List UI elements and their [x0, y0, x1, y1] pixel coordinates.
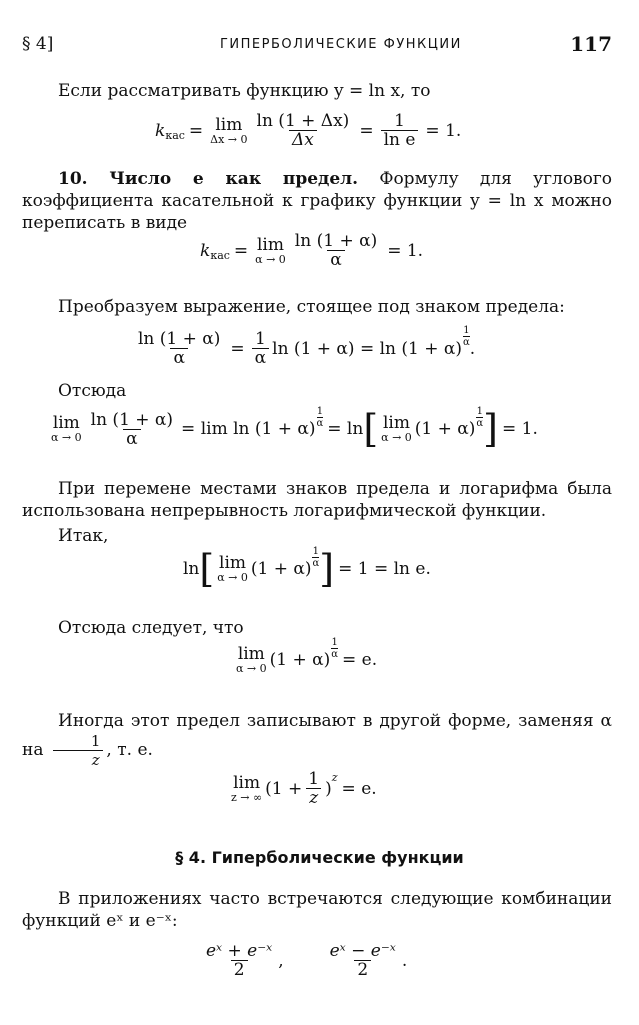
lim-subscript: α → 0 — [381, 431, 412, 444]
fraction: $\frac{1}{z}$ — [52, 732, 104, 769]
fraction-denominator: α — [170, 348, 187, 367]
fraction-numerator: 1 — [394, 111, 405, 131]
paragraph-text: , т. е. — [106, 740, 153, 760]
fraction-numerator: ln (1 + α) — [138, 329, 221, 349]
formula-rhs: = 1 = ln e. — [338, 559, 431, 579]
formula-inner: (1 + α) — [269, 650, 331, 670]
section-heading: § 4. Гиперболические функции — [175, 848, 464, 867]
section-mark: § 4] — [22, 34, 54, 54]
paragraph-intro: Если рассматривать функцию y = ln x, то — [58, 81, 431, 101]
fraction — [203, 942, 275, 979]
limit-operator — [51, 414, 82, 444]
lim-subscript: α → 0 — [217, 571, 248, 584]
formula-ln: ln — [183, 559, 200, 579]
fraction-denominator: α — [123, 429, 140, 448]
formula-symbol: k — [200, 240, 211, 261]
paragraph-hence: Отсюда — [58, 381, 127, 401]
fraction-denominator: α — [252, 348, 269, 367]
fraction — [254, 112, 353, 149]
page-header — [22, 32, 612, 58]
formula-e-limit — [233, 636, 378, 675]
formula-separator: , — [278, 950, 284, 971]
fraction — [88, 411, 176, 448]
formula-transform: $\frac{\ln (1 + \alpha)}{\alpha}$ = $\frac{1}{\alpha}$ ln (1 + α) = ln (1 + α) 1 α . — [132, 330, 475, 367]
lim-text: lim — [219, 553, 247, 573]
exponent-fraction: 1 α — [476, 405, 484, 429]
formula-ln-lim: ln [ lim α → 0 (1 + α) 1 α ] = 1 = ln e. — [183, 545, 431, 591]
fraction-denominator: Δx — [289, 130, 317, 149]
formula-limit-chain: lim α → 0 $\frac{\ln (1 + \alpha)}{\alpha}$ = lim ln (1 + α) $\frac{1}{\alpha}$ = ln [ lim α → 0 (1 + α) 1 α ] = 1. — [51, 405, 538, 451]
formula-subscript: кас — [165, 129, 185, 142]
formula-middle: ln (1 + α) = ln (1 + α) — [272, 338, 462, 359]
limit-operator — [210, 116, 247, 146]
fraction-numerator: ln (1 + α) — [90, 409, 174, 430]
formula-ln: = ln — [327, 419, 364, 439]
exponent-fraction: 1 α — [312, 545, 320, 569]
fraction-numerator: 1 — [308, 769, 320, 789]
lim-text: lim — [382, 413, 410, 433]
limit-operator — [217, 554, 248, 584]
fraction-denominator: ln e — [381, 130, 419, 149]
formula-rhs: = 1. — [425, 120, 462, 141]
paragraph-continuity: При перемене местами знаков предела и логарифма была использована непрерывность логарифмической функции. — [22, 479, 612, 521]
fraction-denominator: 2 — [231, 960, 248, 979]
paragraph-e-as-limit — [22, 168, 612, 234]
running-title: ГИПЕРБОЛИЧЕСКИЕ ФУНКЦИИ — [220, 37, 462, 52]
lim-subscript: α → 0 — [236, 662, 267, 675]
fraction-numerator: eˣ + e⁻ˣ — [206, 941, 273, 961]
limit-operator — [381, 414, 412, 444]
paragraph-transform: Преобразуем выражение, стоящее под знаком предела: — [58, 297, 565, 317]
formula-inner: ) — [325, 778, 332, 799]
formula-rhs: = 1. — [502, 419, 538, 439]
lim-subscript: Δx → 0 — [210, 132, 248, 146]
fraction — [381, 112, 419, 149]
fraction-numerator: eˣ − e⁻ˣ — [329, 941, 396, 961]
lim-text: lim — [256, 234, 284, 255]
formula-tail: . — [401, 950, 408, 971]
paragraph-applications: В приложениях часто встречаются следующие комбинации функций eˣ и e⁻ˣ: — [22, 889, 612, 931]
subsection-heading: 10. Число e как предел. — [58, 169, 359, 189]
formula-inner: (1 + α) — [414, 419, 476, 439]
formula-symbol: k — [155, 120, 166, 141]
paragraph-text: Иногда этот предел записывают в другой форме, заменяя α на — [22, 711, 612, 760]
fraction-numerator: ln (1 + α) — [294, 231, 378, 251]
formula-inner: (1 + α) — [250, 559, 312, 579]
lim-subscript: z → ∞ — [231, 790, 263, 804]
fraction-denominator: α — [327, 250, 344, 269]
limit-operator — [231, 774, 262, 804]
formula-tail: . — [469, 338, 476, 359]
formula-subscript: кас — [210, 249, 230, 262]
exponent: z — [331, 771, 338, 784]
paragraph-other-form — [22, 710, 612, 769]
formula-z-limit — [228, 770, 377, 807]
formula-k-kas-2: k кас = lim α → 0 $\frac{\ln (1 + \alpha)}{\alpha}$ = 1. — [200, 231, 424, 270]
formula-rhs: = e. — [341, 778, 377, 799]
lim-text: lim — [237, 644, 265, 664]
paragraph-so: Итак, — [58, 526, 109, 546]
fraction — [305, 770, 322, 807]
lim-text: lim — [52, 413, 80, 433]
exponent-fraction: 1 α — [463, 325, 470, 348]
fraction — [292, 232, 380, 269]
lim-subscript: α → 0 — [51, 431, 82, 444]
fraction-numerator: 1 — [254, 329, 266, 349]
formula-hyperbolic — [200, 942, 407, 979]
formula-inner: (1 + — [265, 778, 303, 799]
paragraph-text: Формулу для углового коэффициента касательной к графику функции y = ln x можно переписать в виде — [22, 169, 612, 233]
formula-rhs: = e. — [342, 650, 378, 670]
page-number: 117 — [570, 32, 612, 56]
lim-text: lim — [233, 772, 261, 793]
exponent-fraction: $\frac{1}{\alpha}$ — [331, 636, 339, 660]
fraction — [327, 942, 399, 979]
formula-rhs: = 1. — [387, 240, 424, 261]
lim-text: lim — [215, 114, 243, 135]
fraction — [252, 330, 269, 367]
limit-operator — [236, 645, 267, 675]
lim-subscript: α → 0 — [255, 252, 286, 266]
formula-middle: = lim ln (1 + α) — [181, 419, 316, 439]
fraction — [135, 330, 223, 367]
paragraph-it-follows: Отсюда следует, что — [58, 618, 244, 638]
fraction-denominator: z — [306, 788, 321, 807]
limit-operator — [255, 236, 286, 266]
formula-k-kas-1: k кас = lim Δx → 0 $\frac{\ln (1 + \Delta x)}{\Delta x}$ = $\frac{1}{\text{ln e}}$ = 1. — [155, 111, 462, 150]
fraction-numerator: ln (1 + Δx) — [256, 111, 350, 131]
fraction-denominator: 2 — [354, 960, 371, 979]
exponent-fraction: $\frac{1}{\alpha}$ — [316, 405, 324, 429]
